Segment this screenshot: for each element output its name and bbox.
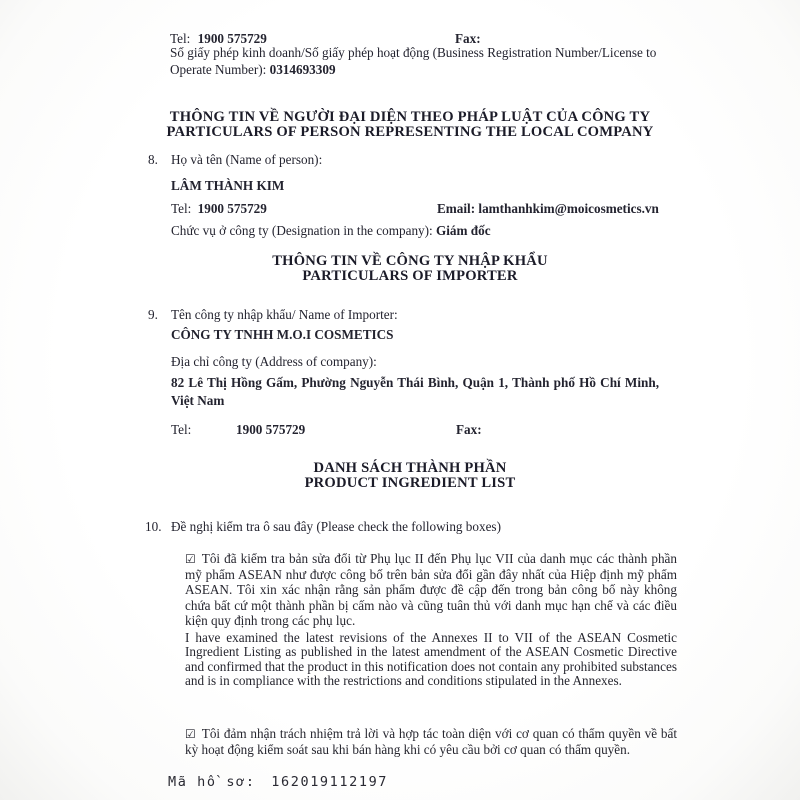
section-title-ingredient-list (150, 461, 670, 491)
email-value: lamthanhkim@moicosmetics.vn (478, 201, 659, 216)
declaration-1-vi (185, 551, 677, 628)
importer-name-value: CÔNG TY TNHH M.O.I COSMETICS (171, 327, 394, 342)
item-8-number: 8. (148, 152, 158, 167)
section-title-representative (150, 110, 670, 140)
section-title-importer (150, 254, 670, 284)
checkbox-checked-icon: ☑ (185, 552, 196, 566)
importer-name-label: Tên công ty nhập khẩu/ Name of Importer: (171, 307, 398, 322)
checkbox-checked-icon: ☑ (185, 727, 196, 741)
check-instruction: Đề nghị kiểm tra ô sau đây (Please check the following boxes) (171, 519, 501, 534)
item-9-row (148, 306, 660, 323)
designation-label: Chức vụ ở công ty (Designation in the company): (171, 223, 433, 238)
rep-tel-label: Tel: (171, 201, 192, 216)
importer-tel-value: 1900 575729 (236, 422, 306, 437)
importer-fax-label: Fax: (456, 422, 482, 437)
item-9-number: 9. (148, 307, 158, 322)
address-value: 82 Lê Thị Hồng Gấm, Phường Nguyễn Thái Bình, Quận 1, Thành phố Hồ Chí Minh, Việt Nam (171, 375, 659, 408)
fax-label: Fax: (455, 31, 481, 46)
section-title-importer-vi: THÔNG TIN VỀ CÔNG TY NHẬP KHẨU (272, 253, 548, 269)
declaration-2-vi (185, 726, 677, 757)
rep-tel-value: 1900 575729 (197, 201, 267, 216)
email-label: Email: (437, 201, 476, 216)
importer-tel-label: Tel: (171, 422, 192, 437)
section-title-importer-en: PARTICULARS OF IMPORTER (302, 268, 518, 284)
section-title-representative-vi: THÔNG TIN VỀ NGƯỜI ĐẠI DIỆN THEO PHÁP LUẬT CỦA CÔNG TY (169, 109, 651, 125)
declaration-1-en: I have examined the latest revisions of the Annexes II to VII of the ASEAN Cosmetic Ingredient Listing as published in the latest amendment of the ASEAN Cosmetic Directive and confirmed that the product in this notification does not contain any prohibited substances and is in compliance with the restrictions and conditions stipulated in the Annexes. (185, 630, 677, 688)
license-label: Số giấy phép kinh doanh/Số giấy phép hoạt động (Business Registration Number/License to Operate Number): (170, 45, 657, 77)
record-code-value: 162019112197 (271, 774, 389, 790)
tel-value: 1900 575729 (197, 31, 267, 46)
license-line (170, 44, 658, 78)
license-number: 0314693309 (269, 62, 336, 77)
importer-contact-row (171, 421, 659, 438)
representative-contact-row (171, 200, 671, 217)
designation-value: Giám đốc (436, 223, 491, 238)
person-name-label: Họ và tên (Name of person): (171, 152, 323, 167)
item-10-row (145, 518, 665, 535)
designation-row (171, 222, 671, 239)
person-name-value: LÂM THÀNH KIM (171, 178, 285, 193)
item-8-row (148, 151, 660, 168)
section-title-ingredient-en: PRODUCT INGREDIENT LIST (304, 475, 516, 491)
section-title-ingredient-vi: DANH SÁCH THÀNH PHẦN (313, 460, 507, 476)
record-code-line (168, 774, 388, 790)
item-10-number: 10. (145, 519, 162, 534)
address-label: Địa chỉ công ty (Address of company): (171, 354, 377, 369)
tel-label: Tel: (170, 31, 191, 46)
rep-email-line (437, 200, 659, 217)
declaration-1-vi-text: Tôi đã kiểm tra bản sửa đổi từ Phụ lục II đến Phụ lục VII của danh mục các thành phần mỹ phẩm ASEAN như được công bố trên bản sửa đổi gần đây nhất của Hiệp định mỹ phẩm ASEAN. Tôi xin xác nhận rằng sản phẩm được đề cập đến trong bản công bố này không chứa bất cứ một thành phần bị cấm nào và cũng tuân thủ với danh mục hạn chế và các điều kiện quy định trong các phụ lục. (185, 551, 677, 628)
section-title-representative-en: PARTICULARS OF PERSON REPRESENTING THE LOCAL COMPANY (166, 124, 654, 140)
declaration-2-vi-text: Tôi đảm nhận trách nhiệm trả lời và hợp tác toàn diện với cơ quan có thẩm quyền về bất kỳ hoạt động kiểm soát sau khi bán hàng khi có yêu cầu bởi cơ quan có thẩm quyền. (185, 726, 677, 758)
record-code-label: Mã hồ sơ: (168, 774, 256, 790)
